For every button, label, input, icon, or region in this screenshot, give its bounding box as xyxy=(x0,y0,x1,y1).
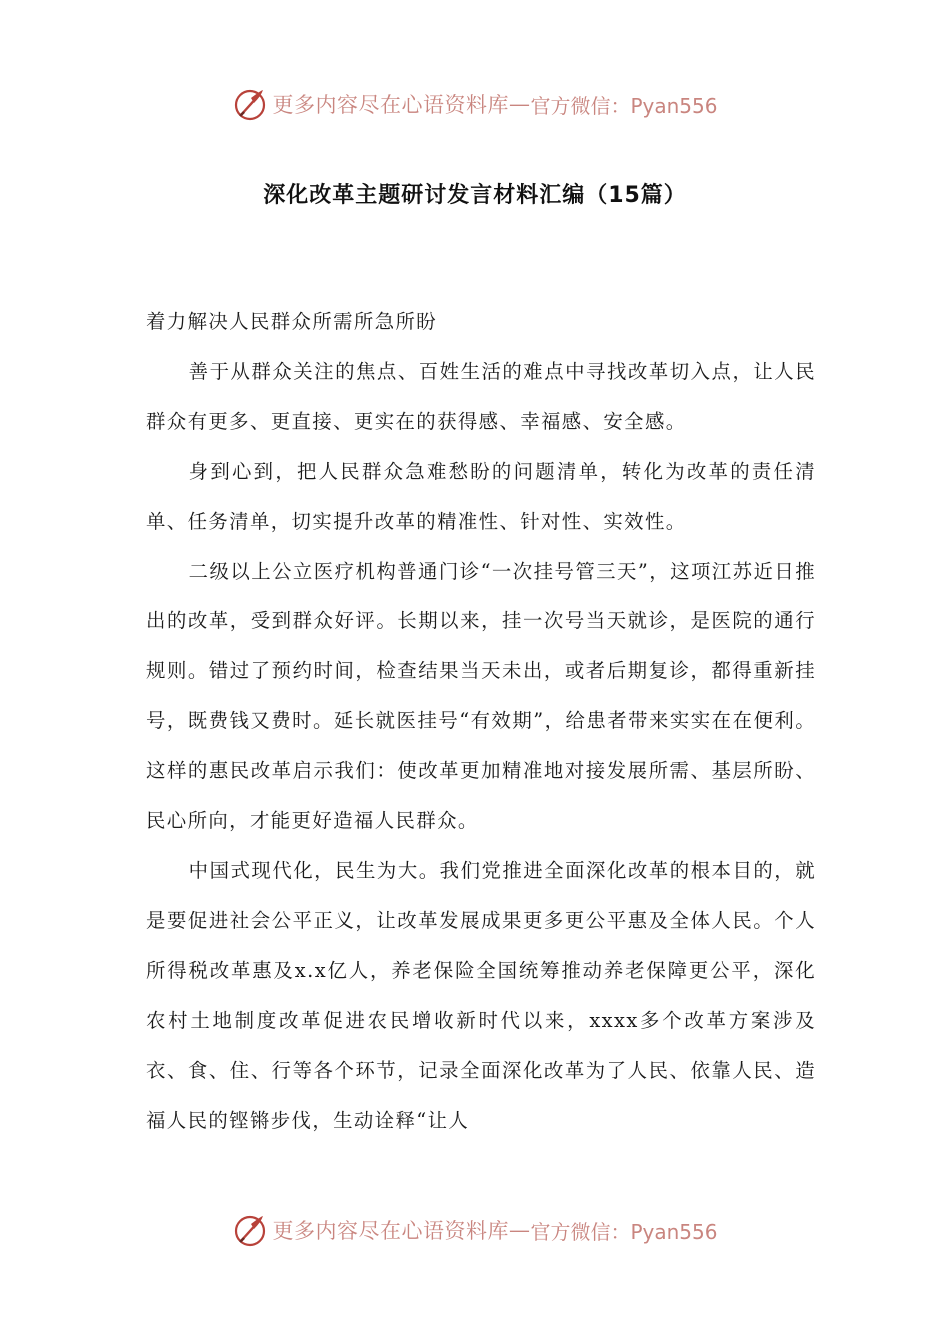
quill-logo-icon xyxy=(232,1212,268,1248)
banner-text: 更多内容尽在心语资料库 xyxy=(272,1219,509,1243)
header-watermark-banner xyxy=(0,82,950,126)
paragraph: 中国式现代化，民生为大。我们党推进全面深化改革的根本目的，就是要促进社会公平正义，让改革发展成果更多更公平惠及全体人民。个人所得税改革惠及x.x亿人，养老保险全国统筹推动养老保障更公平，深化农村土地制度改革促进农民增收新时代以来，xxxx多个改革方案涉及衣、食、住、行等各个环节，记录全面深化改革为了人民、依靠人民、造福人民的铿锵步伐，生动诠释“让人 xyxy=(146,858,816,1132)
banner-wechat: 官方微信：Pyan556 xyxy=(530,93,718,118)
quill-logo-icon xyxy=(232,86,268,122)
document-title: 深化改革主题研讨发言材料汇编（15篇） xyxy=(263,183,687,208)
footer-watermark-banner xyxy=(0,1208,950,1252)
banner-wechat: 官方微信：Pyan556 xyxy=(530,1219,718,1244)
banner-dash: — xyxy=(508,1218,531,1242)
paragraph: 身到心到，把人民群众急难愁盼的问题清单，转化为改革的责任清单、任务清单，切实提升改革的精准性、针对性、实效性。 xyxy=(146,459,816,533)
paragraph: 二级以上公立医疗机构普通门诊“一次挂号管三天”，这项江苏近日推出的改革，受到群众好评。长期以来，挂一次号当天就诊，是医院的通行规则。错过了预约时间，检查结果当天未出，或者后期复诊，都得重新挂号，既费钱又费时。延长就医挂号“有效期”，给患者带来实实在在便利。这样的惠民改革启示我们：使改革更加精准地对接发展所需、基层所盼、民心所向，才能更好造福人民群众。 xyxy=(146,559,816,833)
document-body xyxy=(146,297,816,1145)
banner-text: 更多内容尽在心语资料库 xyxy=(272,93,509,117)
banner-dash: — xyxy=(508,92,531,116)
section-heading: 着力解决人民群众所需所急所盼 xyxy=(146,310,438,333)
paragraph: 善于从群众关注的焦点、百姓生活的难点中寻找改革切入点，让人民群众有更多、更直接、更实在的获得感、幸福感、安全感。 xyxy=(146,359,816,433)
